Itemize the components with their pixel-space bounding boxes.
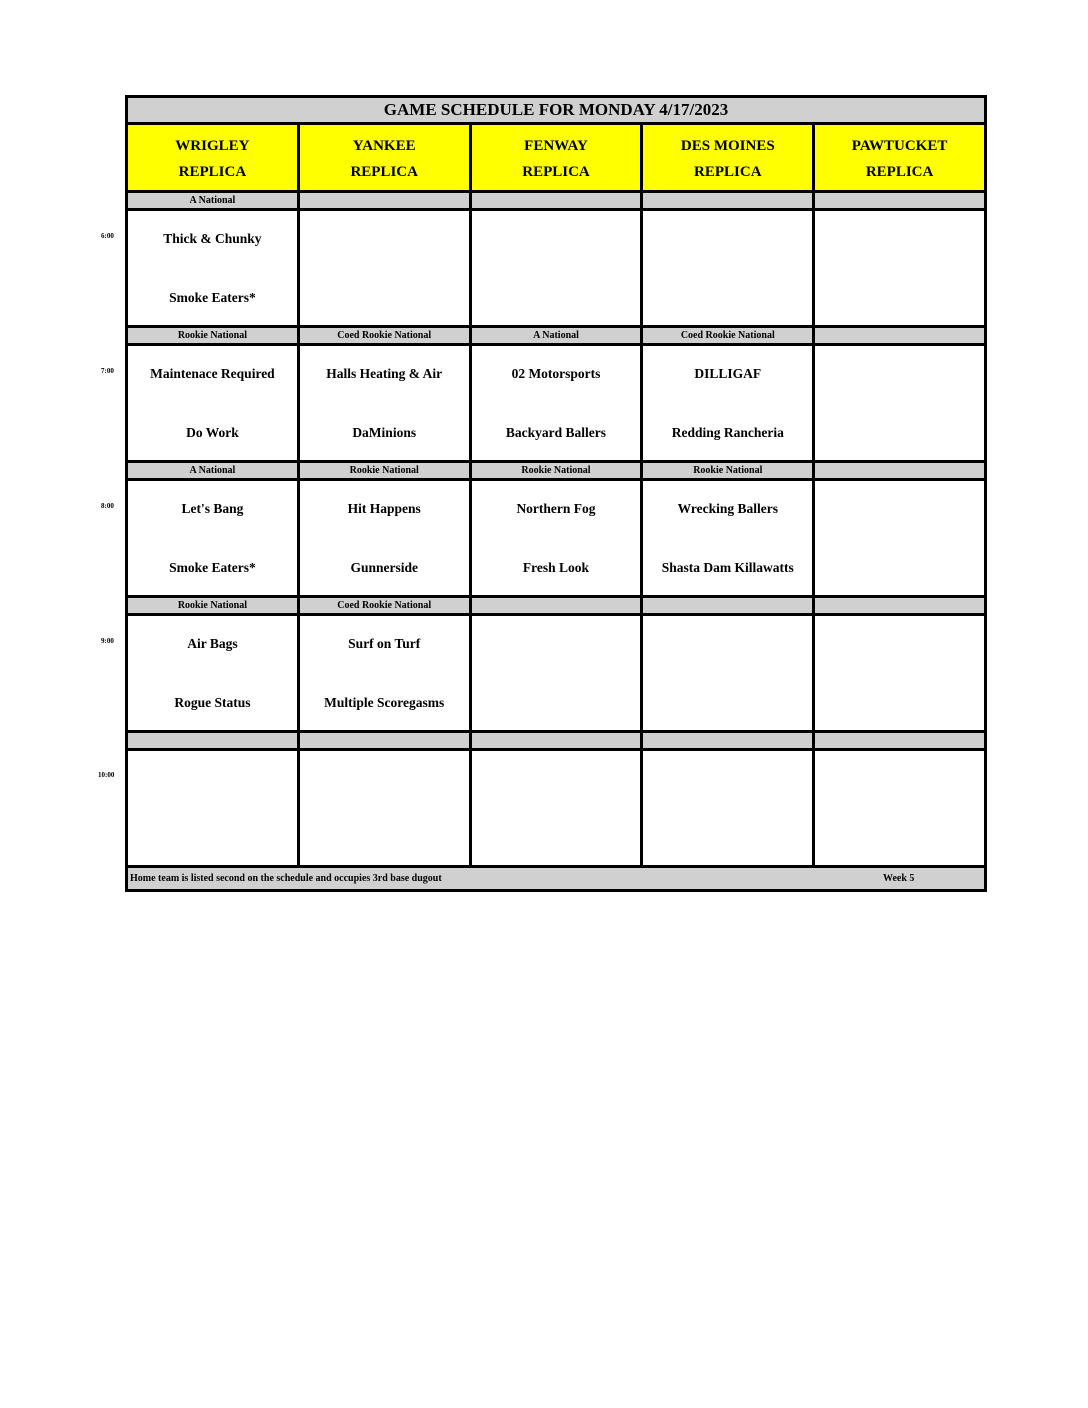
time-label: 10:00: [98, 771, 115, 779]
league-label: [643, 193, 815, 208]
game-cell: [815, 616, 984, 730]
game-cell: [300, 751, 472, 865]
home-team: DaMinions: [352, 425, 417, 440]
away-team: 02 Motorsports: [511, 366, 601, 381]
game-cell: [472, 751, 644, 865]
game-cell: [472, 616, 644, 730]
league-label: A National: [128, 193, 300, 208]
game-cell: [643, 751, 815, 865]
away-team: Thick & Chunky: [163, 231, 262, 246]
away-team: Air Bags: [187, 636, 238, 651]
league-label: [300, 193, 472, 208]
game-cell: [128, 481, 300, 595]
game-cell: [472, 211, 644, 325]
game-row: [128, 211, 984, 328]
game-cell: [815, 346, 984, 460]
league-label: A National: [472, 328, 644, 343]
time-label: 9:00: [101, 637, 114, 645]
game-row: [128, 616, 984, 733]
league-label: [815, 193, 984, 208]
away-team: Let's Bang: [181, 501, 244, 516]
home-team: Gunnerside: [350, 560, 418, 575]
game-cell: [815, 751, 984, 865]
league-label: A National: [128, 463, 300, 478]
away-team: Wrecking Ballers: [677, 501, 778, 516]
league-row: [128, 733, 984, 751]
home-team: Redding Rancheria: [671, 425, 784, 440]
home-team: Fresh Look: [522, 560, 590, 575]
game-cell: [300, 211, 472, 325]
venue-header-row: [128, 125, 984, 193]
home-team: Rogue Status: [174, 695, 251, 710]
league-row: [128, 463, 984, 481]
league-label: Coed Rookie National: [643, 328, 815, 343]
league-label: [472, 733, 644, 748]
venue-sub: REPLICA: [350, 164, 418, 180]
venue-header-pawtucket: [815, 125, 984, 190]
league-label: [815, 733, 984, 748]
game-cell: [643, 346, 815, 460]
away-team: DILLIGAF: [694, 366, 762, 381]
game-cell: [128, 616, 300, 730]
game-cell: [300, 481, 472, 595]
league-label: [815, 598, 984, 613]
league-label: Coed Rookie National: [300, 598, 472, 613]
game-cell: [643, 211, 815, 325]
venue-name: PAWTUCKET: [851, 138, 948, 154]
venue-name: DES MOINES: [680, 138, 775, 154]
game-row: [128, 751, 984, 868]
league-label: [643, 733, 815, 748]
week-label: Week 5: [883, 873, 915, 884]
home-team: Do Work: [186, 425, 239, 440]
venue-name: WRIGLEY: [175, 138, 250, 154]
game-cell: [643, 616, 815, 730]
league-label: Rookie National: [128, 598, 300, 613]
away-team: Hit Happens: [347, 501, 421, 516]
venue-sub: REPLICA: [865, 164, 934, 180]
venue-sub: REPLICA: [522, 164, 590, 180]
footer-bar: [128, 868, 984, 889]
league-label: Rookie National: [300, 463, 472, 478]
venue-name: FENWAY: [524, 138, 588, 154]
home-team: Shasta Dam Killawatts: [661, 560, 794, 575]
game-cell: [128, 751, 300, 865]
home-team-note: Home team is listed second on the schedule and occupies 3rd base dugout: [130, 873, 442, 884]
game-cell: [128, 346, 300, 460]
league-row: [128, 328, 984, 346]
home-team: Backyard Ballers: [505, 425, 607, 440]
league-label: [472, 193, 644, 208]
venue-header-yankee: [300, 125, 472, 190]
home-team: Multiple Scoregasms: [324, 695, 445, 710]
venue-name: YANKEE: [352, 138, 416, 154]
home-team: Smoke Eaters*: [169, 290, 256, 305]
league-label: Coed Rookie National: [300, 328, 472, 343]
league-row: [128, 598, 984, 616]
schedule-table: [125, 95, 987, 892]
venue-sub: REPLICA: [178, 164, 247, 180]
game-cell: [815, 211, 984, 325]
league-label: [815, 463, 984, 478]
game-cell: [472, 481, 644, 595]
away-team: Northern Fog: [516, 501, 596, 516]
league-row: [128, 193, 984, 211]
venue-sub: REPLICA: [694, 164, 762, 180]
game-cell: [300, 346, 472, 460]
venue-header-des-moines: [643, 125, 815, 190]
time-label: 7:00: [101, 367, 114, 375]
league-label: [300, 733, 472, 748]
league-label: [128, 733, 300, 748]
league-label: [643, 598, 815, 613]
time-label: 6:00: [101, 232, 114, 240]
venue-header-fenway: [472, 125, 644, 190]
away-team: Maintenace Required: [150, 366, 275, 381]
schedule-title: GAME SCHEDULE FOR MONDAY 4/17/2023: [128, 98, 984, 125]
league-label: [815, 328, 984, 343]
away-team: Surf on Turf: [348, 636, 421, 651]
league-label: [472, 598, 644, 613]
game-cell: [815, 481, 984, 595]
league-label: Rookie National: [128, 328, 300, 343]
league-label: Rookie National: [643, 463, 815, 478]
home-team: Smoke Eaters*: [169, 560, 256, 575]
league-label: Rookie National: [472, 463, 644, 478]
game-cell: [128, 211, 300, 325]
game-row: [128, 346, 984, 463]
venue-header-wrigley: [128, 125, 300, 190]
time-label: 8:00: [101, 502, 114, 510]
away-team: Halls Heating & Air: [326, 366, 443, 381]
game-cell: [472, 346, 644, 460]
game-row: [128, 481, 984, 598]
game-cell: [300, 616, 472, 730]
game-cell: [643, 481, 815, 595]
